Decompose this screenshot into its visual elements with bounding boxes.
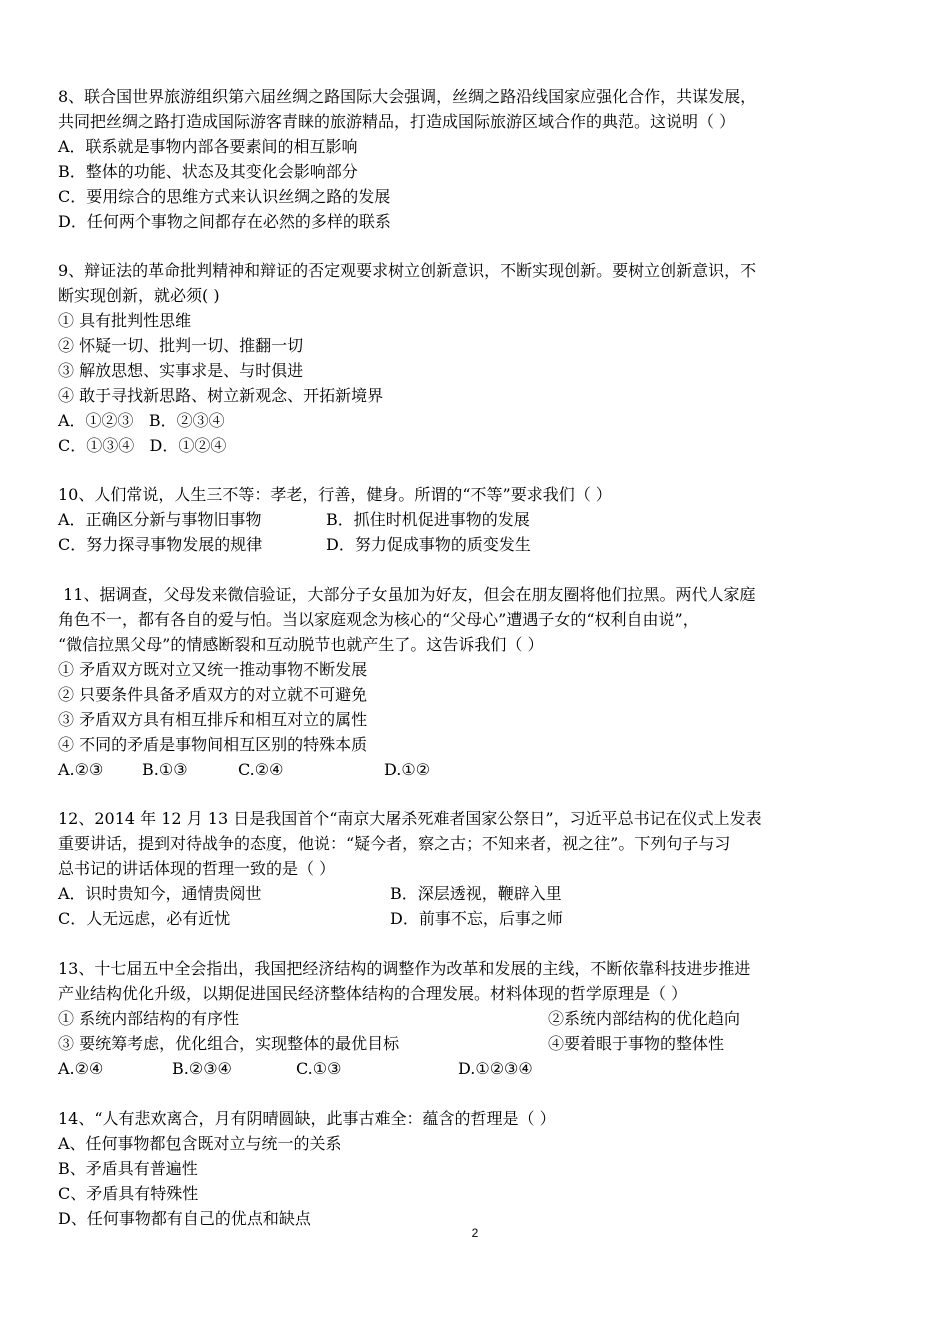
option-d: D．努力促成事物的质变发生 (326, 535, 531, 554)
question-stem-line: “微信拉黑父母”的情感断裂和互动脱节也就产生了。这告诉我们（ ） (58, 635, 544, 654)
option-c: C、矛盾具有特殊性 (58, 1184, 199, 1203)
statement-3: ③ 矛盾双方具有相互排斥和相互对立的属性 (58, 710, 368, 729)
statement-2: ② 只要条件具备矛盾双方的对立就不可避免 (58, 685, 368, 704)
statements-row (58, 1006, 898, 1031)
options-row (58, 757, 898, 782)
question-13 (58, 956, 898, 1081)
question-11 (58, 582, 898, 782)
option-b: B.②③④ (172, 1059, 232, 1078)
options-row (58, 906, 898, 931)
option-c: C.②④ (238, 760, 284, 779)
statement-1: ① 矛盾双方既对立又统一推动事物不断发展 (58, 660, 368, 679)
option-d: D．前事不忘，后事之师 (390, 909, 563, 928)
question-stem-line: 总书记的讲话体现的哲理一致的是（ ） (58, 859, 336, 878)
option-a: A．识时贵知今，通情贵阅世 (58, 884, 262, 903)
page-number: 2 (471, 1226, 479, 1240)
question-stem-line: 角色不一，都有各自的爱与怕。当以家庭观念为核心的“父母心”遭遇子女的“权利自由说”， (58, 610, 699, 629)
options-row (58, 881, 898, 906)
question-stem-line: 断实现创新，就必须( ) (58, 286, 220, 305)
options-line-cd: C．①③④ D．①②④ (58, 436, 227, 455)
option-b: B、矛盾具有普遍性 (58, 1159, 198, 1178)
statement-2: ② 怀疑一切、批判一切、推翻一切 (58, 336, 304, 355)
statements-row (58, 1031, 898, 1056)
option-c: C.①③ (296, 1059, 342, 1078)
option-b: B.①③ (142, 760, 188, 779)
question-stem-line: 重要讲话，提到对待战争的态度，他说：“疑今者，察之古；不知来者，视之往”。下列句子与习 (58, 834, 731, 853)
option-a: A．联系就是事物内部各要素间的相互影响 (58, 137, 358, 156)
question-10 (58, 482, 898, 557)
option-d: D．任何两个事物之间都存在必然的多样的联系 (58, 212, 391, 231)
question-stem-line: 共同把丝绸之路打造成国际游客青睐的旅游精品，打造成国际旅游区域合作的典范。这说明（ ） (58, 112, 736, 131)
options-line-ab: A．①②③ B．②③④ (58, 411, 225, 430)
statement-1: ① 系统内部结构的有序性 (58, 1009, 240, 1028)
option-a: A.②③ (58, 760, 104, 779)
option-c: C．要用综合的思维方式来认识丝绸之路的发展 (58, 187, 391, 206)
question-stem-line: 12、2014 年 12 月 13 日是我国首个“南京大屠杀死难者国家公祭日”，习近平总书记在仪式上发表 (58, 809, 762, 828)
option-b: B．整体的功能、状态及其变化会影响部分 (58, 162, 358, 181)
statement-4: ④ 不同的矛盾是事物间相互区别的特殊本质 (58, 735, 368, 754)
option-d: D.①② (384, 760, 431, 779)
statement-3: ③ 要统筹考虑，优化组合，实现整体的最优目标 (58, 1034, 400, 1053)
option-a: A、任何事物都包含既对立与统一的关系 (58, 1134, 342, 1153)
statement-3: ③ 解放思想、实事求是、与时俱进 (58, 361, 304, 380)
option-b: B．深层透视，鞭辟入里 (390, 884, 562, 903)
statement-4: ④ 敢于寻找新思路、树立新观念、开拓新境界 (58, 386, 384, 405)
option-c: C．努力探寻事物发展的规律 (58, 535, 263, 554)
option-b: B．抓住时机促进事物的发展 (326, 510, 530, 529)
options-row (58, 532, 898, 557)
question-12 (58, 806, 898, 931)
options-row (58, 1056, 898, 1081)
question-stem-line: 14、“人有悲欢离合，月有阴晴圆缺，此事古难全：蕴含的哲理是（ ） (58, 1109, 556, 1128)
option-c: C．人无远虑，必有近忧 (58, 909, 231, 928)
question-stem-line: 9、辩证法的革命批判精神和辩证的否定观要求树立创新意识，不断实现创新。要树立创新意识，不 (58, 261, 757, 280)
option-d: D、任何事物都有自己的优点和缺点 (58, 1209, 311, 1228)
option-d: D.①②③④ (458, 1059, 533, 1078)
question-stem-line: 8、联合国世界旅游组织第六届丝绸之路国际大会强调，丝绸之路沿线国家应强化合作，共谋发展， (58, 87, 757, 106)
option-a: A．正确区分新与事物旧事物 (58, 510, 262, 529)
question-stem-line: 13、十七届五中全会指出，我国把经济结构的调整作为改革和发展的主线，不断依靠科技进步推进 (58, 959, 751, 978)
question-stem-line: 10、人们常说，人生三不等：孝老，行善，健身。所谓的“不等”要求我们（ ） (58, 485, 612, 504)
option-a: A.②④ (58, 1059, 104, 1078)
question-9 (58, 258, 898, 458)
options-row (58, 507, 898, 532)
statement-2: ②系统内部结构的优化趋向 (548, 1009, 741, 1028)
question-8 (58, 84, 898, 234)
question-14 (58, 1106, 898, 1231)
question-stem-line: 产业结构优化升级，以期促进国民经济整体结构的合理发展。材料体现的哲学原理是（ ） (58, 984, 688, 1003)
question-stem-line: 11、据调查，父母发来微信验证，大部分子女虽加为好友，但会在朋友圈将他们拉黑。两代人家庭 (58, 585, 756, 604)
statement-4: ④要着眼于事物的整体性 (548, 1034, 725, 1053)
statement-1: ① 具有批判性思维 (58, 311, 192, 330)
